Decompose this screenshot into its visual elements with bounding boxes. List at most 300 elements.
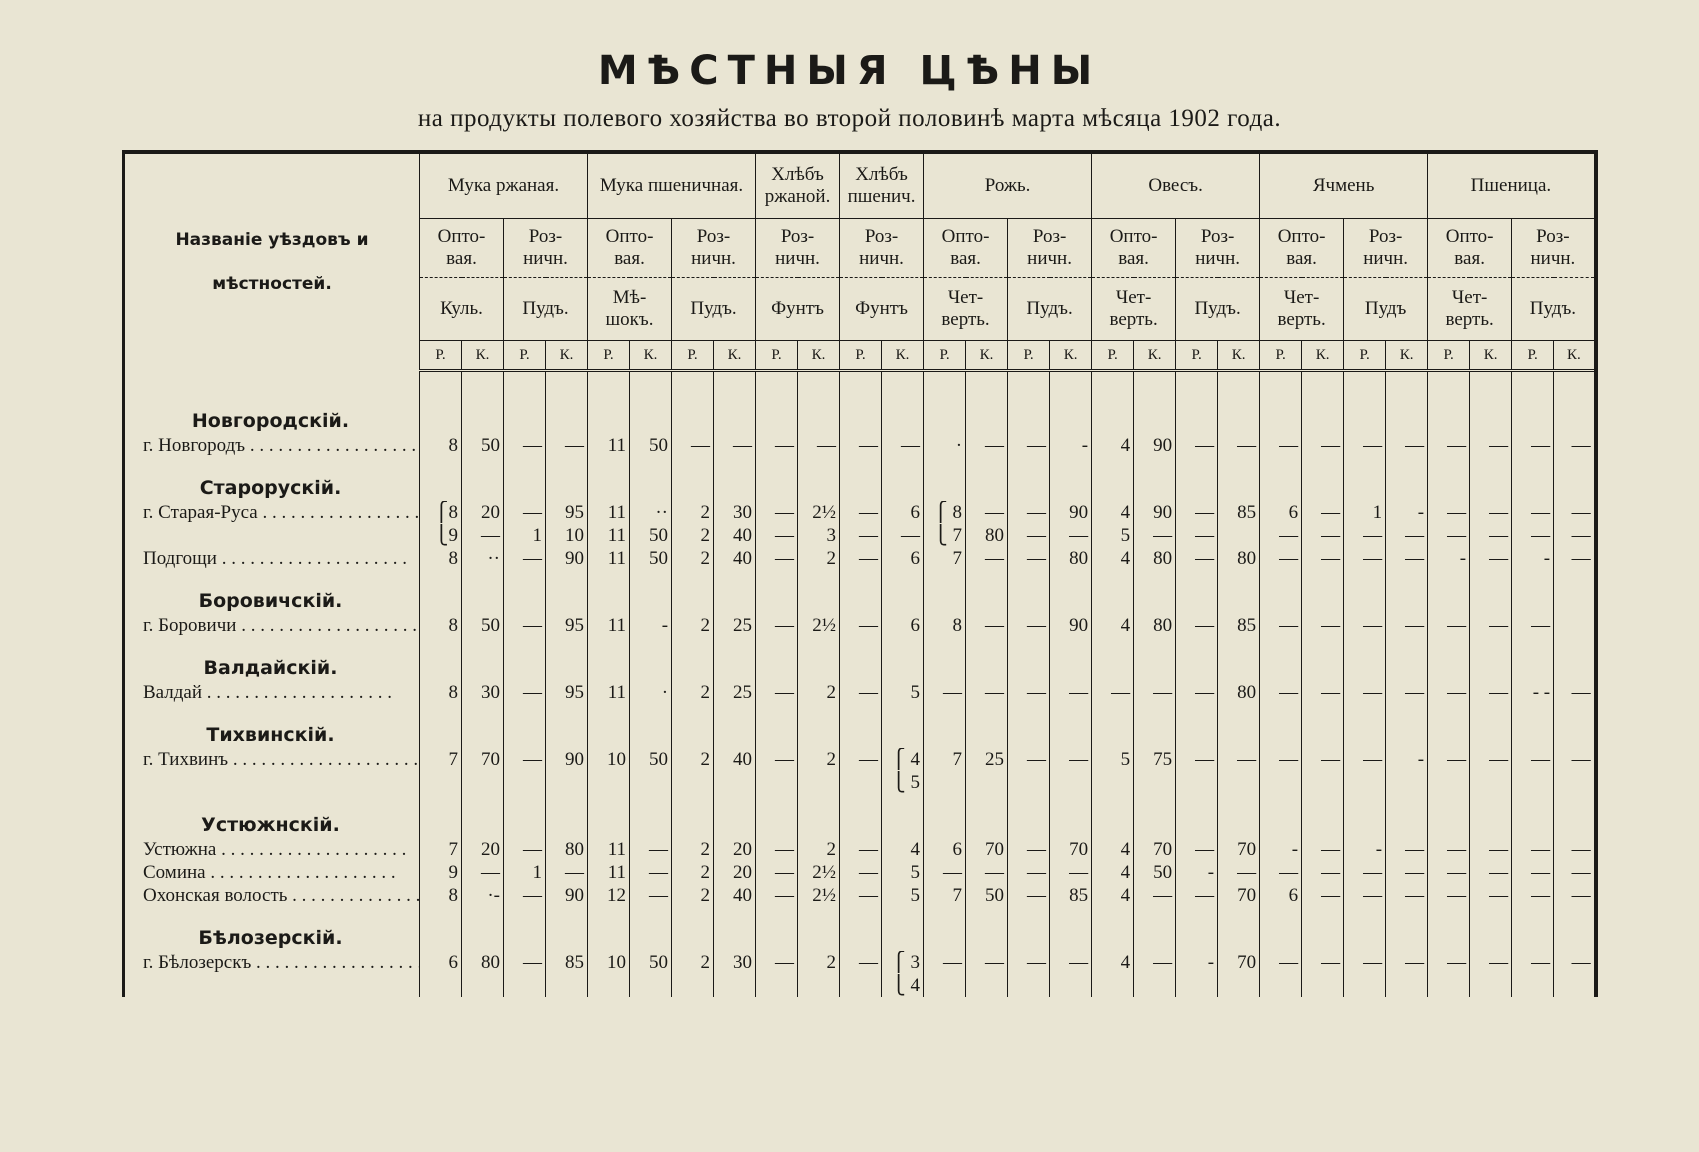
- table-cell: —: [1260, 861, 1302, 884]
- table-cell: —: [1260, 524, 1302, 547]
- table-cell: —: [1260, 547, 1302, 570]
- table-cell: ··: [462, 547, 504, 570]
- table-cell: —: [1008, 861, 1050, 884]
- table-cell: —: [1428, 524, 1470, 547]
- table-cell: —: [1092, 681, 1134, 704]
- table-cell: —: [1050, 748, 1092, 771]
- table-cell: —: [840, 951, 882, 974]
- table-cell: 80: [1050, 547, 1092, 570]
- district-name: Валдайскій.: [203, 657, 338, 679]
- table-cell: —: [1344, 748, 1386, 771]
- table-cell: —: [1512, 501, 1554, 524]
- table-cell: [966, 771, 1008, 794]
- table-cell: —: [840, 838, 882, 861]
- header-kind: Опто- вая.: [420, 219, 504, 278]
- table-cell: —: [924, 861, 966, 884]
- table-cell: 90: [546, 547, 588, 570]
- header-unit: Пудъ.: [672, 278, 756, 341]
- table-cell: 11: [588, 681, 630, 704]
- place-name-cell: [124, 681, 420, 704]
- table-cell: 90: [546, 748, 588, 771]
- header-kopecks: К.: [966, 341, 1008, 371]
- table-cell: 5: [882, 861, 924, 884]
- table-cell: —: [1176, 614, 1218, 637]
- header-unit: Пудъ: [1344, 278, 1428, 341]
- table-cell: -: [1386, 501, 1428, 524]
- header-product: Овесъ.: [1092, 152, 1260, 219]
- table-cell: -: [1344, 838, 1386, 861]
- table-cell: 80: [1134, 614, 1176, 637]
- table-cell: —: [504, 547, 546, 570]
- table-cell: —: [1260, 614, 1302, 637]
- header-kopecks: К.: [1470, 341, 1512, 371]
- table-cell: —: [798, 434, 840, 457]
- table-cell: —: [462, 524, 504, 547]
- header-kind: Опто- вая.: [924, 219, 1008, 278]
- table-cell: —: [1302, 748, 1344, 771]
- table-cell: 7: [420, 838, 462, 861]
- table-cell: —: [714, 434, 756, 457]
- district-row: [124, 457, 1596, 501]
- table-cell: —: [756, 861, 798, 884]
- table-cell: 7: [924, 748, 966, 771]
- table-cell: —: [1134, 524, 1176, 547]
- table-cell: 8: [924, 614, 966, 637]
- table-cell: 85: [1218, 614, 1260, 637]
- table-cell: 2½: [798, 501, 840, 524]
- place-name: Устюжна . . .: [143, 839, 406, 860]
- table-cell: —: [756, 838, 798, 861]
- table-cell: —: [1302, 861, 1344, 884]
- place-name: Подгощи . . .: [143, 548, 407, 569]
- table-cell: —: [1512, 524, 1554, 547]
- table-cell: 50: [1134, 861, 1176, 884]
- table-cell: 85: [1050, 884, 1092, 907]
- table-cell: —: [1134, 681, 1176, 704]
- header-rubles: Р.: [1176, 341, 1218, 371]
- district-row: [124, 907, 1596, 951]
- table-cell: [1134, 974, 1176, 997]
- table-cell: [1470, 771, 1512, 794]
- table-cell: [1050, 974, 1092, 997]
- table-cell: [840, 771, 882, 794]
- table-cell: [1218, 524, 1260, 547]
- table-cell: 2: [798, 748, 840, 771]
- table-cell: —: [1176, 748, 1218, 771]
- table-cell: —: [1470, 681, 1512, 704]
- table-cell: —: [756, 951, 798, 974]
- table-cell: [714, 771, 756, 794]
- header-kopecks: К.: [1134, 341, 1176, 371]
- table-cell: —: [1176, 524, 1218, 547]
- table-cell: 50: [966, 884, 1008, 907]
- table-cell: 75: [1134, 748, 1176, 771]
- table-cell: —: [1470, 547, 1512, 570]
- place-name: г. Бѣлозерскъ . . .: [143, 952, 420, 973]
- table-cell: —: [1554, 547, 1596, 570]
- table-cell: —: [504, 614, 546, 637]
- table-cell: 5: [882, 681, 924, 704]
- table-cell: 85: [1218, 501, 1260, 524]
- table-cell: 8: [420, 434, 462, 457]
- place-name-cell: [124, 861, 420, 884]
- table-cell: —: [1260, 951, 1302, 974]
- table-cell: [1134, 771, 1176, 794]
- table-cell: 80: [1218, 547, 1260, 570]
- header-kind: Роз- ничн.: [1008, 219, 1092, 278]
- table-cell: —: [1218, 748, 1260, 771]
- table-cell: —: [1302, 434, 1344, 457]
- table-cell: [462, 771, 504, 794]
- table-cell: —: [504, 951, 546, 974]
- table-cell: 4: [1092, 951, 1134, 974]
- table-cell: —: [1512, 884, 1554, 907]
- header-kind: Роз- ничн.: [1512, 219, 1596, 278]
- table-cell: —: [1470, 748, 1512, 771]
- table-cell: 10: [588, 748, 630, 771]
- table-cell: 2: [672, 884, 714, 907]
- table-cell: 8: [420, 547, 462, 570]
- table-cell: —: [1512, 434, 1554, 457]
- table-cell: ⎩9: [420, 524, 462, 547]
- table-cell: [1302, 974, 1344, 997]
- table-cell: —: [546, 861, 588, 884]
- table-cell: [1386, 771, 1428, 794]
- table-cell: —: [966, 547, 1008, 570]
- table-cell: —: [1386, 434, 1428, 457]
- table-cell: 5: [1092, 748, 1134, 771]
- header-rubles: Р.: [420, 341, 462, 371]
- table-cell: 7: [924, 884, 966, 907]
- table-cell: -: [1176, 861, 1218, 884]
- page-subtitle: на продукты полевого хозяйства во второй половинѣ марта мѣсяца 1902 года.: [417, 105, 1282, 132]
- table-cell: 11: [588, 614, 630, 637]
- table-cell: 6: [924, 838, 966, 861]
- header-kopecks: К.: [1302, 341, 1344, 371]
- table-cell: —: [840, 748, 882, 771]
- table-cell: —: [1302, 547, 1344, 570]
- header-unit: Пудъ.: [1008, 278, 1092, 341]
- place-name: г. Старая-Руса . . .: [143, 502, 420, 523]
- table-cell: [1176, 771, 1218, 794]
- header-unit: Чет- верть.: [1428, 278, 1512, 341]
- table-cell: 10: [546, 524, 588, 547]
- district-row: [124, 704, 1596, 748]
- table-cell: ⎧8: [420, 501, 462, 524]
- table-cell: [756, 974, 798, 997]
- table-cell: —: [1554, 501, 1596, 524]
- table-cell: 80: [966, 524, 1008, 547]
- page-title: МѢСТНЫЯ ЦѢНЫ: [597, 48, 1102, 94]
- table-cell: —: [840, 547, 882, 570]
- table-cell: 50: [630, 748, 672, 771]
- header-unit: Мѣ- шокъ.: [588, 278, 672, 341]
- table-cell: —: [1470, 951, 1512, 974]
- table-cell: —: [840, 434, 882, 457]
- district-name: Устюжнскій.: [201, 814, 340, 836]
- table-cell: 80: [546, 838, 588, 861]
- table-cell: 2: [672, 681, 714, 704]
- header-rubles: Р.: [1344, 341, 1386, 371]
- table-cell: —: [1134, 951, 1176, 974]
- place-name-cell: [124, 748, 420, 771]
- table-cell: 5: [882, 884, 924, 907]
- header-place-column: Названіе уѣздовъ и мѣстностей.: [175, 230, 369, 295]
- table-cell: —: [1386, 524, 1428, 547]
- table-cell: [1302, 771, 1344, 794]
- table-cell: —: [1008, 614, 1050, 637]
- table-cell: —: [1260, 748, 1302, 771]
- table-cell: -: [1050, 434, 1092, 457]
- place-name-cell: [124, 838, 420, 861]
- table-cell: —: [1134, 884, 1176, 907]
- table-cell: —: [756, 547, 798, 570]
- header-rubles: Р.: [672, 341, 714, 371]
- table-cell: [1512, 771, 1554, 794]
- table-cell: —: [1344, 951, 1386, 974]
- table-cell: [1092, 771, 1134, 794]
- table-cell: —: [1512, 861, 1554, 884]
- table-cell: 2½: [798, 614, 840, 637]
- table-cell: [798, 974, 840, 997]
- table-cell: —: [630, 884, 672, 907]
- table-cell: —: [1512, 838, 1554, 861]
- table-cell: 90: [546, 884, 588, 907]
- table-cell: —: [462, 861, 504, 884]
- table-cell: —: [1302, 614, 1344, 637]
- table-cell: [672, 974, 714, 997]
- table-cell: 2: [798, 681, 840, 704]
- table-cell: —: [1302, 501, 1344, 524]
- table-cell: 11: [588, 434, 630, 457]
- table-cell: —: [504, 434, 546, 457]
- place-name: г. Тихвинъ . . .: [143, 749, 418, 770]
- table-cell: —: [1260, 681, 1302, 704]
- table-cell: —: [1008, 951, 1050, 974]
- place-name: Охонская волость . . .: [143, 885, 420, 906]
- table-cell: 11: [588, 501, 630, 524]
- table-cell: [1008, 974, 1050, 997]
- table-cell: [1386, 974, 1428, 997]
- table-cell: —: [1470, 614, 1512, 637]
- table-cell: 40: [714, 748, 756, 771]
- table-cell: —: [1470, 434, 1512, 457]
- table-cell: —: [1428, 748, 1470, 771]
- table-cell: —: [504, 884, 546, 907]
- header-product: Пшеница.: [1428, 152, 1596, 219]
- header-kind: Роз- ничн.: [756, 219, 840, 278]
- table-cell: 4: [882, 838, 924, 861]
- place-name: Сомина . . .: [143, 862, 396, 883]
- table-cell: 4: [1092, 838, 1134, 861]
- table-cell: 9: [420, 861, 462, 884]
- table-cell: [1554, 614, 1596, 637]
- header-rubles: Р.: [1512, 341, 1554, 371]
- table-cell: —: [1050, 681, 1092, 704]
- table-cell: —: [1512, 951, 1554, 974]
- header-product: Мука ржаная.: [420, 152, 588, 219]
- table-cell: [924, 771, 966, 794]
- header-kopecks: К.: [1050, 341, 1092, 371]
- district-row: [124, 570, 1596, 614]
- table-cell: 30: [714, 951, 756, 974]
- header-kopecks: К.: [462, 341, 504, 371]
- table-cell: [546, 974, 588, 997]
- table-cell: [756, 771, 798, 794]
- header-product: Рожь.: [924, 152, 1092, 219]
- table-cell: 6: [882, 614, 924, 637]
- table-cell: —: [840, 681, 882, 704]
- table-cell: 2: [672, 524, 714, 547]
- table-cell: [1176, 974, 1218, 997]
- table-cell: [840, 974, 882, 997]
- place-name-cell: [124, 884, 420, 907]
- table-cell: [588, 771, 630, 794]
- table-cell: —: [1344, 681, 1386, 704]
- table-cell: —: [1470, 501, 1512, 524]
- table-cell: —: [1554, 524, 1596, 547]
- table-cell: 7: [420, 748, 462, 771]
- header-rubles: Р.: [1092, 341, 1134, 371]
- table-cell: —: [1428, 614, 1470, 637]
- table-cell: —: [1554, 861, 1596, 884]
- place-name-cell: [124, 501, 420, 524]
- price-table: [122, 150, 1598, 997]
- table-cell: —: [1302, 681, 1344, 704]
- header-kind: Опто- вая.: [1428, 219, 1512, 278]
- table-cell: —: [1218, 434, 1260, 457]
- header-kopecks: К.: [630, 341, 672, 371]
- table-cell: —: [1008, 524, 1050, 547]
- table-cell: 70: [1218, 838, 1260, 861]
- table-cell: —: [1386, 681, 1428, 704]
- table-cell: 2: [672, 951, 714, 974]
- table-cell: 30: [714, 501, 756, 524]
- table-cell: 20: [462, 838, 504, 861]
- table-cell: —: [756, 524, 798, 547]
- table-cell: [1470, 974, 1512, 997]
- header-product: Хлѣбъ пшенич.: [840, 152, 924, 219]
- table-cell: [504, 974, 546, 997]
- table-cell: 6: [1260, 884, 1302, 907]
- table-cell: 95: [546, 501, 588, 524]
- table-cell: 1: [504, 861, 546, 884]
- table-cell: —: [630, 861, 672, 884]
- table-cell: ·: [630, 681, 672, 704]
- table-cell: 1: [1344, 501, 1386, 524]
- header-kind: Роз- ничн.: [672, 219, 756, 278]
- table-row: [124, 614, 1596, 637]
- table-cell: 70: [1050, 838, 1092, 861]
- table-cell: 85: [546, 951, 588, 974]
- table-cell: [714, 974, 756, 997]
- table-cell: —: [1512, 748, 1554, 771]
- table-cell: 40: [714, 884, 756, 907]
- table-row: [124, 838, 1596, 861]
- table-cell: —: [1176, 884, 1218, 907]
- table-cell: 2: [672, 861, 714, 884]
- table-cell: 25: [966, 748, 1008, 771]
- header-rubles: Р.: [1260, 341, 1302, 371]
- place-name-cell: [124, 524, 420, 547]
- header-kind: Роз- ничн.: [1344, 219, 1428, 278]
- table-cell: [1218, 974, 1260, 997]
- table-cell: —: [1344, 861, 1386, 884]
- table-cell: 2: [672, 748, 714, 771]
- table-cell: 90: [1050, 501, 1092, 524]
- table-cell: 11: [588, 861, 630, 884]
- table-cell: [1344, 771, 1386, 794]
- table-cell: 12: [588, 884, 630, 907]
- table-cell: [1428, 974, 1470, 997]
- table-cell: [966, 974, 1008, 997]
- table-cell: 90: [1134, 501, 1176, 524]
- table-cell: —: [1428, 501, 1470, 524]
- table-cell: —: [756, 884, 798, 907]
- header-rubles: Р.: [924, 341, 966, 371]
- table-cell: —: [504, 501, 546, 524]
- table-cell: —: [1008, 547, 1050, 570]
- table-cell: —: [1344, 524, 1386, 547]
- table-cell: [462, 974, 504, 997]
- header-rubles: Р.: [1428, 341, 1470, 371]
- district-row: [124, 637, 1596, 681]
- table-cell: -: [1512, 547, 1554, 570]
- table-cell: -: [1428, 547, 1470, 570]
- table-cell: —: [840, 524, 882, 547]
- table-cell: 2½: [798, 884, 840, 907]
- table-cell: —: [546, 434, 588, 457]
- header-kopecks: К.: [1386, 341, 1428, 371]
- table-cell: 50: [630, 951, 672, 974]
- table-cell: 50: [630, 434, 672, 457]
- place-name-cell: [124, 434, 420, 457]
- table-cell: 2: [672, 614, 714, 637]
- table-row: [124, 974, 1596, 997]
- table-cell: —: [966, 861, 1008, 884]
- district-name: Тихвинскій.: [206, 724, 335, 746]
- table-cell: —: [1218, 861, 1260, 884]
- table-row: [124, 748, 1596, 771]
- table-cell: —: [1554, 838, 1596, 861]
- table-cell: 90: [1134, 434, 1176, 457]
- table-cell: —: [966, 951, 1008, 974]
- table-cell: 11: [588, 524, 630, 547]
- table-cell: 40: [714, 524, 756, 547]
- table-cell: 70: [1218, 951, 1260, 974]
- table-cell: 80: [1134, 547, 1176, 570]
- table-cell: —: [840, 884, 882, 907]
- table-cell: 11: [588, 547, 630, 570]
- table-cell: 95: [546, 614, 588, 637]
- header-kopecks: К.: [798, 341, 840, 371]
- table-cell: —: [840, 614, 882, 637]
- place-name-cell: [124, 951, 420, 974]
- table-cell: ··: [630, 501, 672, 524]
- table-cell: 2: [672, 547, 714, 570]
- table-cell: —: [1470, 884, 1512, 907]
- table-cell: —: [1176, 501, 1218, 524]
- table-cell: —: [1428, 861, 1470, 884]
- header-kopecks: К.: [546, 341, 588, 371]
- table-cell: -: [1176, 951, 1218, 974]
- table-cell: 25: [714, 614, 756, 637]
- table-cell: 95: [546, 681, 588, 704]
- place-name: г. Боровичи . . .: [143, 615, 420, 636]
- table-cell: [546, 771, 588, 794]
- table-cell: 8: [420, 681, 462, 704]
- table-cell: —: [756, 614, 798, 637]
